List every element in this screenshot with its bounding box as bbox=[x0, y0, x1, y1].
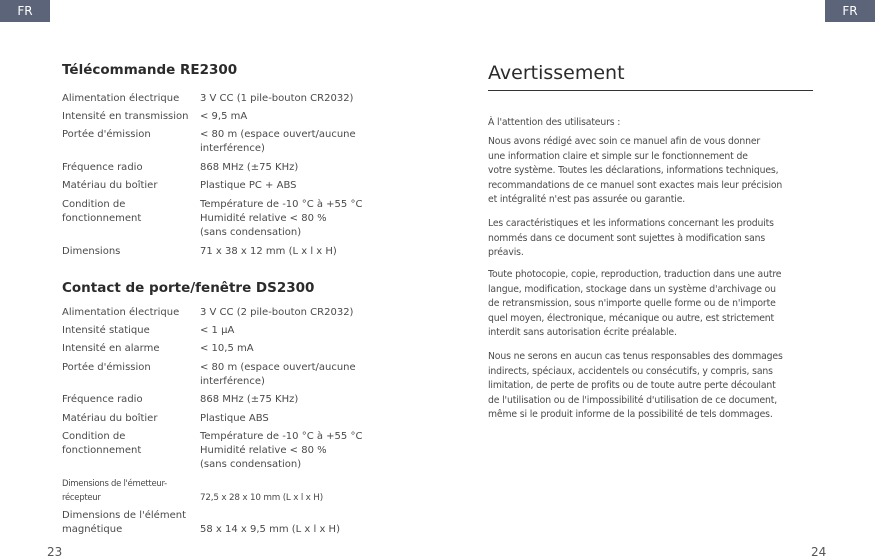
language-tag-right: FR bbox=[825, 0, 875, 22]
spec-label: Dimensions bbox=[62, 246, 121, 257]
warning-title: Avertissement bbox=[488, 62, 625, 84]
spec-label: Matériau du boîtier bbox=[62, 180, 158, 191]
language-tag-left: FR bbox=[0, 0, 50, 22]
spec-label: Portée d'émission bbox=[62, 362, 151, 373]
spec-label: Condition de fonctionnement bbox=[62, 431, 142, 456]
spec-label: Portée d'émission bbox=[62, 129, 151, 140]
spec-value: < 80 m (espace ouvert/aucune interférence) bbox=[200, 362, 356, 387]
page-number-right: 24 bbox=[811, 545, 827, 559]
spec-label: Dimensions de l'élément magnétique bbox=[62, 510, 186, 535]
spec-value: 868 MHz (±75 KHz) bbox=[200, 394, 299, 405]
warning-paragraph: À l'attention des utilisateurs : bbox=[488, 117, 621, 128]
spec-value: Température de -10 °C à +55 °C Humidité relative < 80 % (sans condensation) bbox=[200, 199, 363, 238]
spec-value: 58 x 14 x 9,5 mm (L x l x H) bbox=[200, 524, 340, 535]
warning-paragraph: Toute photocopie, copie, reproduction, traduction dans une autre langue, modification, stockage dans un système d'archivage ou de retransmission, sous n'importe quelle forme ou de n'importe quel moyen, électronique, mécanique ou autre, est strictement interdit sans autorisation écrite préalable. bbox=[488, 269, 782, 338]
warning-paragraph: Nous avons rédigé avec soin ce manuel afin de vous donner une information claire et simple sur le fonctionnement de votre système. Toutes les déclarations, informations techniques, recommandations de ce manuel sont exactes mais leur précision et intégralité n'est pas assurée ou garantie. bbox=[488, 136, 783, 205]
remote-section-title: Télécommande RE2300 bbox=[62, 62, 238, 78]
spec-value: 868 MHz (±75 KHz) bbox=[200, 162, 299, 173]
spec-value: < 9,5 mA bbox=[200, 111, 248, 122]
spec-label: Intensité en alarme bbox=[62, 343, 160, 354]
contact-section-title: Contact de porte/fenêtre DS2300 bbox=[62, 280, 315, 296]
spec-value: Plastique PC + ABS bbox=[200, 180, 297, 191]
spec-label: Dimensions de l'émetteur- récepteur bbox=[62, 479, 167, 503]
spec-label: Intensité statique bbox=[62, 325, 150, 336]
warning-paragraph: Nous ne serons en aucun cas tenus responsables des dommages indirects, spéciaux, accidentels ou consécutifs, y compris, sans limitation, de perte de profits ou de toute autre perte découlant de l'utilisation ou de l'impossibilité d'utilisation de ce document, même si le produit informe de la possibilité de tels dommages. bbox=[488, 351, 783, 420]
spec-label: Alimentation électrique bbox=[62, 93, 180, 104]
spec-value: < 80 m (espace ouvert/aucune interférence) bbox=[200, 129, 356, 154]
spec-value: 71 x 38 x 12 mm (L x l x H) bbox=[200, 246, 337, 257]
page-number-left: 23 bbox=[47, 545, 63, 559]
spec-value: 3 V CC (1 pile-bouton CR2032) bbox=[200, 93, 354, 104]
spec-value: 72,5 x 28 x 10 mm (L x l x H) bbox=[200, 493, 323, 503]
spec-value: < 1 µA bbox=[200, 325, 235, 336]
spec-label: Fréquence radio bbox=[62, 162, 143, 173]
title-divider bbox=[488, 90, 813, 91]
warning-paragraph: Les caractéristiques et les informations concernant les produits nommés dans ce document sont sujettes à modification sans préavis. bbox=[488, 218, 774, 258]
spec-value: Température de -10 °C à +55 °C Humidité relative < 80 % (sans condensation) bbox=[200, 431, 363, 470]
spec-label: Alimentation électrique bbox=[62, 307, 180, 318]
spec-label: Fréquence radio bbox=[62, 394, 143, 405]
spec-label: Intensité en transmission bbox=[62, 111, 189, 122]
spec-value: < 10,5 mA bbox=[200, 343, 254, 354]
spec-value: Plastique ABS bbox=[200, 413, 269, 424]
spec-value: 3 V CC (2 pile-bouton CR2032) bbox=[200, 307, 354, 318]
spec-label: Condition de fonctionnement bbox=[62, 199, 142, 224]
spec-label: Matériau du boîtier bbox=[62, 413, 158, 424]
